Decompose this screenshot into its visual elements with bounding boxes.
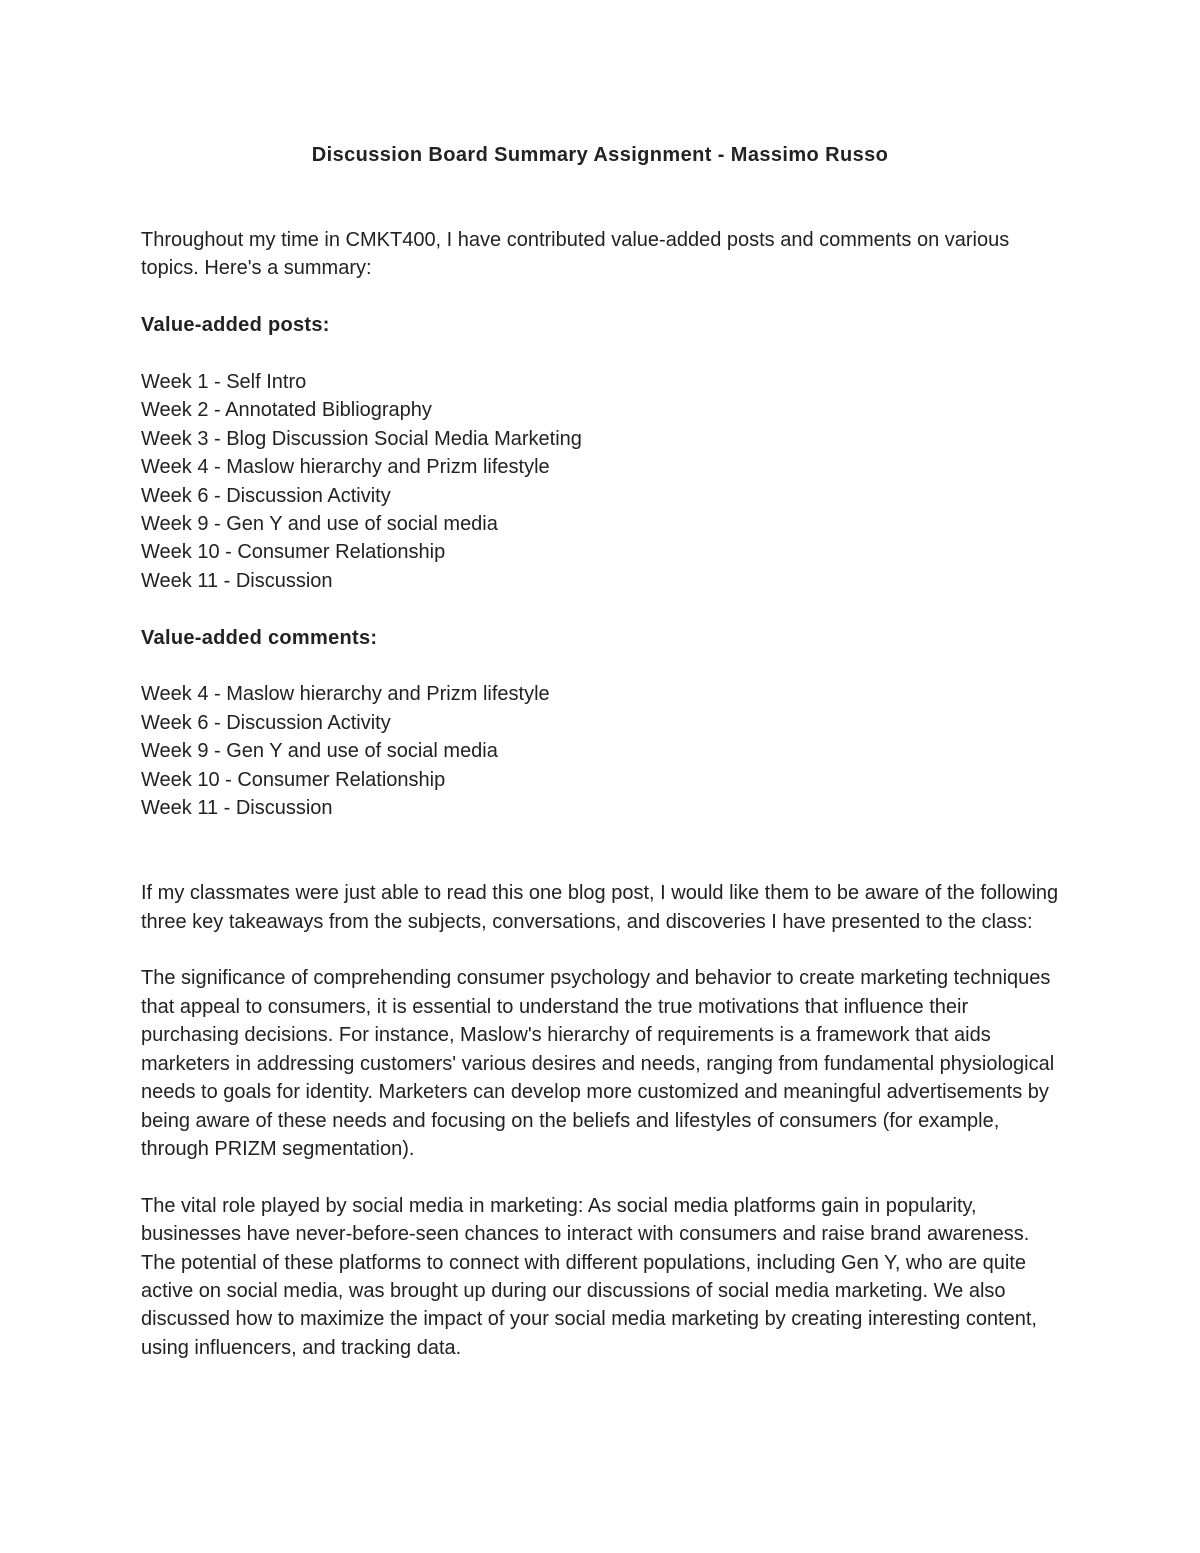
list-item: Week 10 - Consumer Relationship (141, 768, 446, 791)
spacer (141, 1163, 1066, 1191)
comments-heading: Value-added comments: (141, 626, 378, 649)
social-media-paragraph: The vital role played by social media in marketing: As social media platforms gain in popularity, businesses have never-before-seen chances to interact with consumers and raise brand awareness. The potential of these platforms to connect with different populations, including Gen Y, who are quite active on social media, was brought up during our discussions of social media marketing. We also discussed how to maximize the impact of your social media marketing by creating interesting content, using influencers, and tracking data. (141, 1194, 1037, 1359)
list-item: Week 11 - Discussion (141, 569, 333, 592)
posts-list (141, 368, 1066, 595)
list-item: Week 4 - Maslow hierarchy and Prizm lifestyle (141, 683, 550, 706)
list-item: Week 9 - Gen Y and use of social media (141, 740, 498, 763)
list-item: Week 4 - Maslow hierarchy and Prizm lifestyle (141, 456, 550, 479)
spacer (141, 283, 1066, 311)
takeaways-intro-paragraph: If my classmates were just able to read this one blog post, I would like them to be aware of the following three key takeaways from the subjects, conversations, and discoveries I have presented to the class: (141, 882, 1059, 933)
spacer (141, 652, 1066, 680)
consumer-psychology-paragraph: The significance of comprehending consumer psychology and behavior to create marketing techniques that appeal to consumers, it is essential to understand the true motivations that influence their purchasing decisions. For instance, Maslow's hierarchy of requirements is a framework that aids marketers in addressing customers' various desires and needs, ranging from fundamental physiological needs to goals for identity. Marketers can develop more customized and meaningful advertisements by being aware of these needs and focusing on the beliefs and lifestyles of consumers (for example, through PRIZM segmentation). (141, 967, 1055, 1160)
spacer (141, 595, 1066, 623)
list-item: Week 9 - Gen Y and use of social media (141, 513, 498, 536)
spacer (141, 340, 1066, 368)
comments-list (141, 680, 1066, 822)
intro-paragraph: Throughout my time in CMKT400, I have contributed value-added posts and comments on various topics. Here's a summary: (141, 229, 1010, 280)
list-item: Week 6 - Discussion Activity (141, 711, 391, 734)
list-item: Week 10 - Consumer Relationship (141, 541, 446, 564)
posts-heading: Value-added posts: (141, 314, 330, 337)
list-item: Week 2 - Annotated Bibliography (141, 399, 432, 422)
list-item: Week 3 - Blog Discussion Social Media Marketing (141, 427, 582, 450)
spacer (141, 936, 1066, 964)
document-title: Discussion Board Summary Assignment - Massimo Russo (311, 144, 889, 166)
list-item: Week 11 - Discussion (141, 797, 333, 820)
list-item: Week 1 - Self Intro (141, 371, 307, 393)
list-item: Week 6 - Discussion Activity (141, 484, 391, 507)
spacer (141, 822, 1066, 879)
document-body (141, 226, 1066, 1362)
